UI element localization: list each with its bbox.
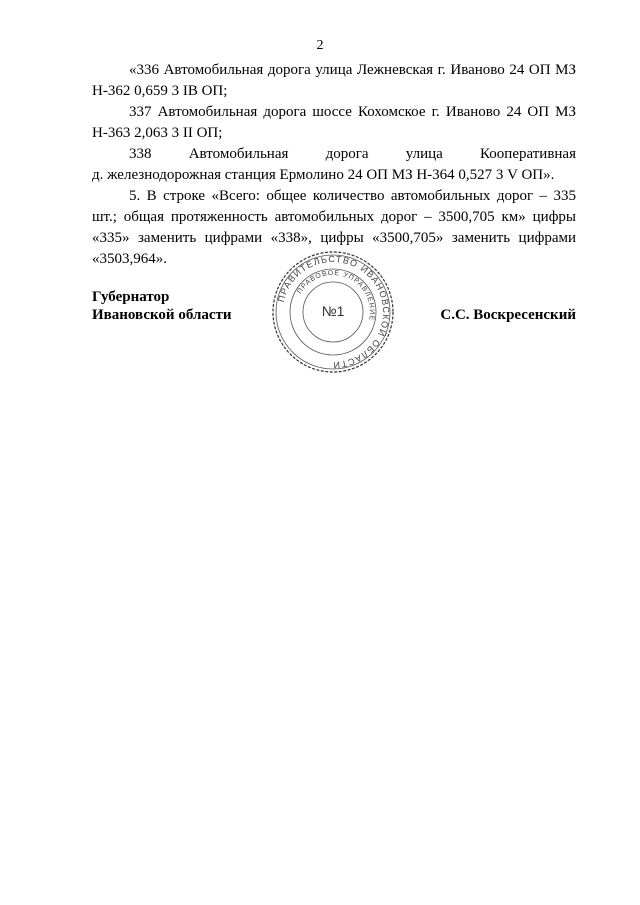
seal-inner-text: ПРАВОВОЕ УПРАВЛЕНИЕ [296,269,376,322]
document-body [92,60,576,270]
signature-title [92,288,232,324]
signature-name: С.С. Воскресенский [440,307,576,323]
signature-title-line2: Ивановской области [92,307,232,323]
paragraph-337: 337 Автомобильная дорога шоссе Кохомское г. Иваново 24 ОП МЗ Н-363 2,063 3 II ОП; [92,104,576,141]
seal-number: №1 [321,303,345,319]
paragraph-338-line2: д. железнодорожная станция Ермолино 24 ОП МЗ Н-364 0,527 3 V ОП». [92,167,555,183]
page-number: 2 [316,38,324,53]
signature-title-line1: Губернатор [92,289,170,305]
paragraph-336: «336 Автомобильная дорога улица Лежневская г. Иваново 24 ОП МЗ Н-362 0,659 3 IВ ОП; [92,62,576,99]
seal-ring-text: ПРАВИТЕЛЬСТВО ИВАНОВСКОЙ ОБЛАСТИ [276,253,392,371]
paragraph-338-line1: 338 Автомобильная дорога улица Кооперативная [129,146,576,162]
official-seal-stamp [271,250,395,374]
paragraph-5: 5. В строке «Всего: общее количество автомобильных дорог – 335 шт.; общая протяженность автомобильных дорог – 3500,705 км» цифры «335» заменить цифрами «338», цифры «3500,705» заменить цифрами «3503,964». [92,188,576,267]
